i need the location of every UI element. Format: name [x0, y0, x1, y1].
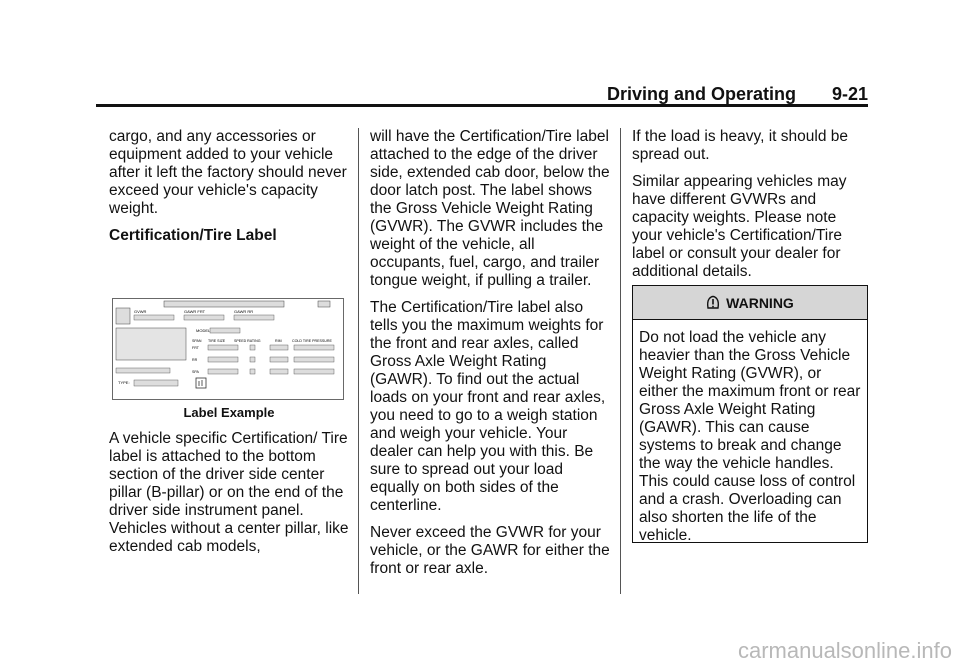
figure-caption: Label Example	[183, 405, 275, 420]
label-rr: RR	[192, 358, 198, 362]
label-gvwr: GVWR	[134, 309, 147, 314]
watermark: carmanualsonline.info	[737, 638, 952, 663]
label-tire-size: TIRE SIZE	[208, 339, 226, 343]
warning-box	[632, 285, 868, 543]
warning-text: Do not load the vehicle any heavier than the Gross Vehicle Weight Rating (GVWR), or either the maximum front or rear Gross Axle Weight Rating (GAWR). This can cause systems to break and change the way the vehicle handles. This could cause loss of control and a crash. Overloading can also shorten the life of the vehicle.	[639, 329, 861, 544]
page-header	[96, 82, 868, 107]
column-3	[632, 128, 868, 290]
paragraph: will have the Certification/Tire label attached to the edge of the driver side, extended cab door, below the door latch post. The label shows the Gross Vehicle Weight Rating (GVWR). The GVWR includes the weight of the vehicle, all occupants, fuel, cargo, and trailer tongue weight, if pulling a trailer.	[370, 128, 610, 289]
column-divider	[620, 128, 621, 594]
paragraph: cargo, and any accessories or equipment added to your vehicle after it left the factory should never exceed your vehicle's capacity weight.	[109, 128, 347, 217]
label-cold-tire-pressure: COLD TIRE PRESSURE	[292, 339, 332, 343]
label-gawr-rr: GAWR RR	[234, 309, 254, 314]
column-1	[109, 128, 349, 565]
label-gawr-frt: GAWR FRT	[184, 309, 206, 314]
label-speed-rating: SPEED RATING	[234, 339, 261, 343]
label-rim: RIM	[275, 339, 282, 343]
paragraph: A vehicle specific Certification/ Tire label is attached to the bottom section of the driver side center pillar (B-pillar) or on the end of the driver side instrument panel. Vehicles without a center pillar, like extended cab models,	[109, 430, 349, 555]
column-2	[370, 128, 610, 587]
paragraph: The Certification/Tire label also tells you the maximum weights for the front and rear axles, called Gross Axle Weight Rating (GAWR). To find out the actual loads on your front and rear axles, you need to go to a weigh station and weigh your vehicle. Your dealer can help you with this. Be sure to spread out your load equally on both sides of the centerline.	[370, 299, 606, 514]
warning-icon	[706, 295, 720, 311]
manual-icon	[196, 378, 206, 388]
subheading: Certification/Tire Label	[109, 227, 277, 244]
warning-header	[633, 286, 867, 320]
label-spa: SPA	[192, 370, 199, 374]
label-model: MODEL	[196, 328, 211, 333]
certification-label-figure	[112, 298, 344, 400]
label-frt: FRT	[192, 346, 199, 350]
paragraph: If the load is heavy, it should be spread out.	[632, 128, 848, 163]
section-title: Driving and Operating	[606, 84, 796, 104]
label-type: TYPE:	[118, 380, 130, 385]
warning-title: WARNING	[726, 294, 794, 311]
label-span: SPAN	[192, 339, 202, 343]
page-number: 9-21	[831, 84, 868, 104]
paragraph: Similar appearing vehicles may have different GVWRs and capacity weights. Please note your vehicle's Certification/Tire label or consult your dealer for additional details.	[632, 173, 847, 280]
column-divider	[358, 128, 359, 594]
paragraph: Never exceed the GVWR for your vehicle, or the GAWR for either the front or rear axle.	[370, 524, 610, 577]
